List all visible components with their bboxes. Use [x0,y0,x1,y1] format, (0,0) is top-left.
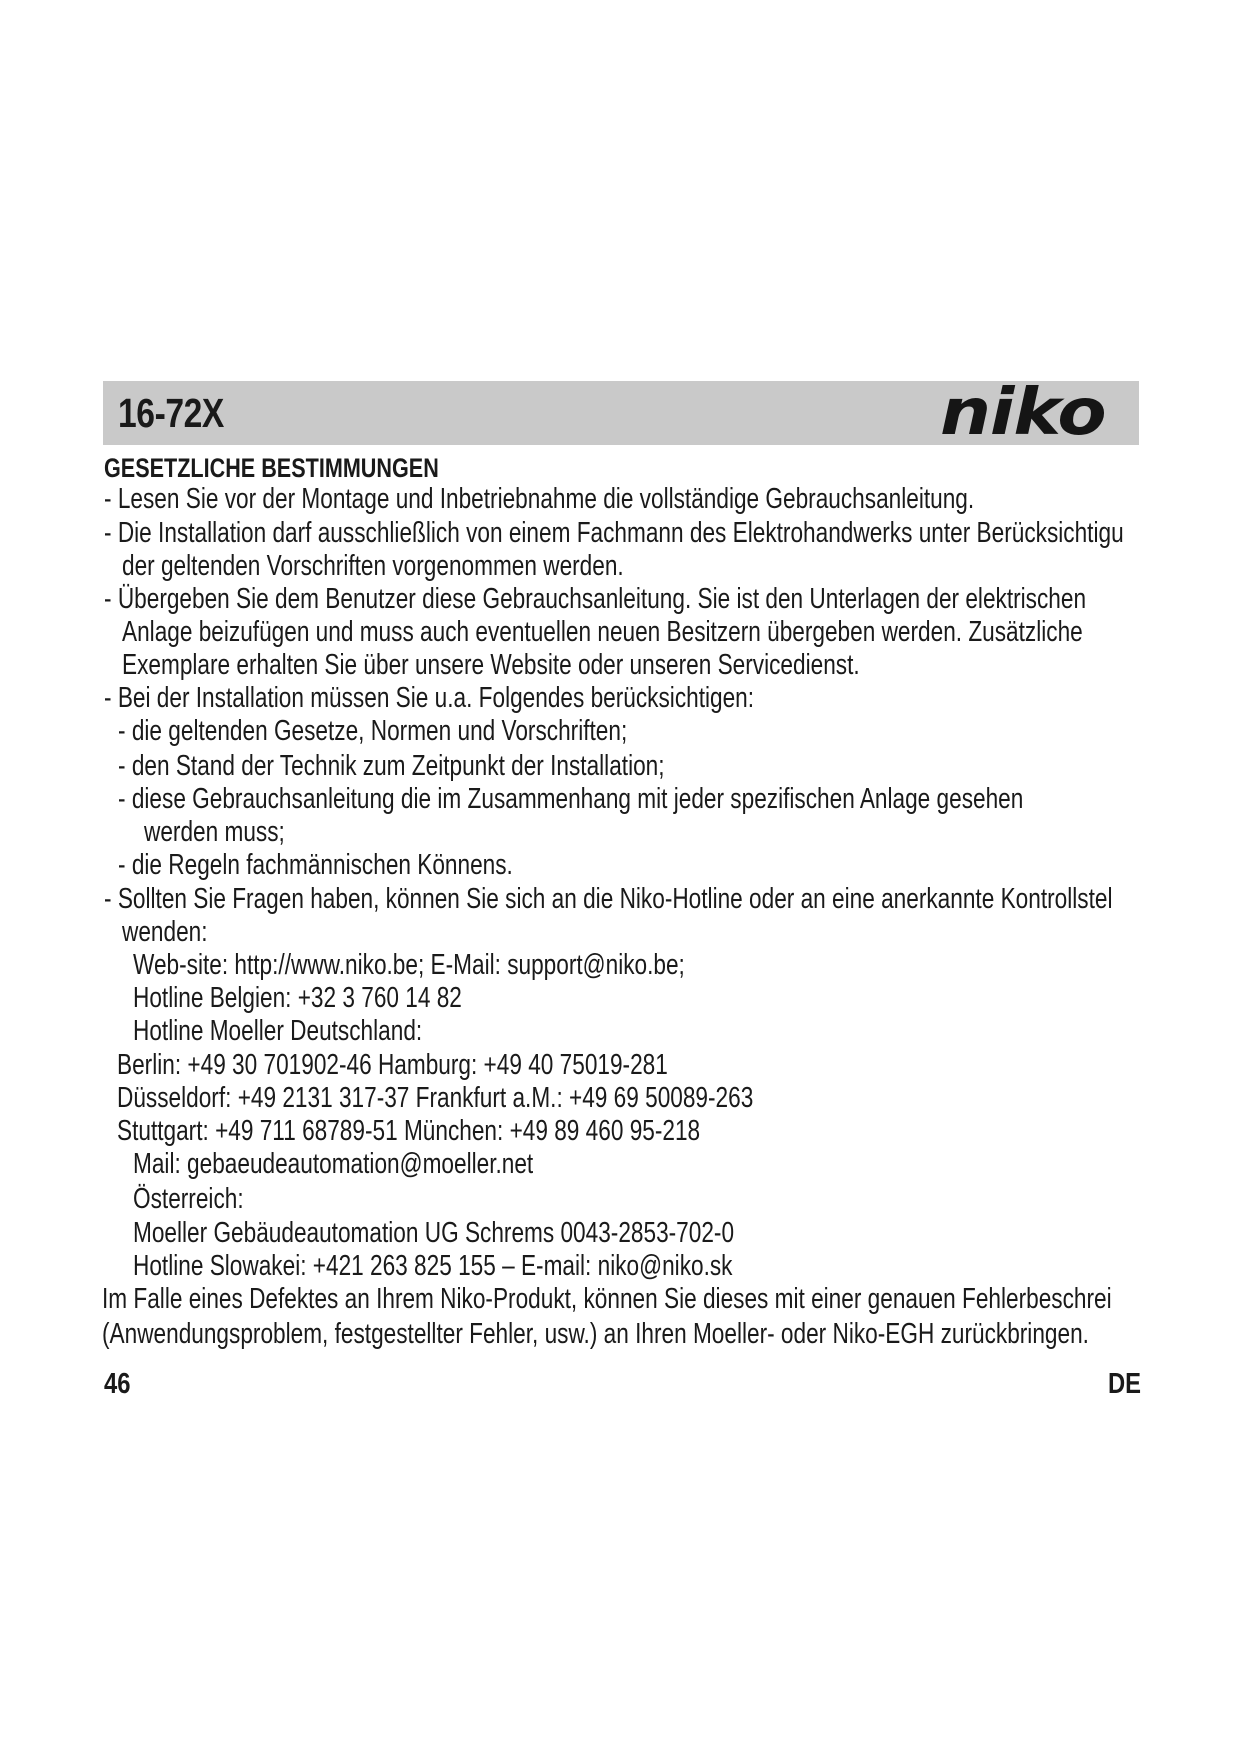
text-line: wenden: [122,916,208,948]
text-line: - Bei der Installation müssen Sie u.a. Folgendes berücksichtigen: [104,682,755,714]
contact-line: Hotline Moeller Deutschland: [133,1015,423,1047]
text-line: werden muss; [144,816,285,848]
contact-line: Moeller Gebäudeautomation UG Schrems 0043-2853-702-0 [133,1217,735,1249]
text-line: - Die Installation darf ausschließlich von einem Fachmann des Elektrohandwerks unter Berücksichtigu [104,517,1124,549]
contact-line: Düsseldorf: +49 2131 317-37 Frankfurt a.M.: +49 69 50089-263 [117,1082,754,1114]
text-line: - Lesen Sie vor der Montage und Inbetriebnahme die vollständige Gebrauchsanleitung. [104,483,975,515]
brand-logo: niko [940,376,1106,450]
text-line: - die Regeln fachmännischen Könnens. [118,849,513,881]
text-line: (Anwendungsproblem, festgestellter Fehler, usw.) an Ihren Moeller- oder Niko-EGH zurückbringen. [102,1318,1089,1350]
text-line: - Übergeben Sie dem Benutzer diese Gebrauchsanleitung. Sie ist den Unterlagen der elektrischen [104,583,1087,615]
contact-line: Berlin: +49 30 701902-46 Hamburg: +49 40 75019-281 [117,1049,668,1081]
contact-line: Mail: gebaeudeautomation@moeller.net [133,1148,534,1180]
contact-line: Web-site: http://www.niko.be; E-Mail: support@niko.be; [133,949,685,981]
language-code: DE [1108,1368,1142,1400]
section-heading: GESETZLICHE BESTIMMUNGEN [104,453,439,483]
model-number: 16-72X [118,390,224,436]
text-line: Im Falle eines Defektes an Ihrem Niko-Produkt, können Sie dieses mit einer genauen Fehlerbeschrei [102,1283,1112,1315]
text-line: Anlage beizufügen und muss auch eventuellen neuen Besitzern übergeben werden. Zusätzliche [122,616,1083,648]
contact-line: Stuttgart: +49 711 68789-51 München: +49 89 460 95-218 [117,1115,701,1147]
text-line: - Sollten Sie Fragen haben, können Sie sich an die Niko-Hotline oder an eine anerkannte Kontrollstel [104,883,1113,915]
text-line: Exemplare erhalten Sie über unsere Website oder unseren Servicedienst. [122,649,860,681]
text-line: der geltenden Vorschriften vorgenommen werden. [122,550,624,582]
contact-line: Hotline Belgien: +32 3 760 14 82 [133,982,462,1014]
contact-line: Hotline Slowakei: +421 263 825 155 – E-mail: niko@niko.sk [133,1250,733,1282]
page-number: 46 [104,1368,131,1400]
text-line: - diese Gebrauchsanleitung die im Zusammenhang mit jeder spezifischen Anlage gesehen [118,783,1024,815]
contact-line: Österreich: [133,1183,244,1215]
text-line: - die geltenden Gesetze, Normen und Vorschriften; [118,715,628,747]
text-line: - den Stand der Technik zum Zeitpunkt der Installation; [118,750,665,782]
